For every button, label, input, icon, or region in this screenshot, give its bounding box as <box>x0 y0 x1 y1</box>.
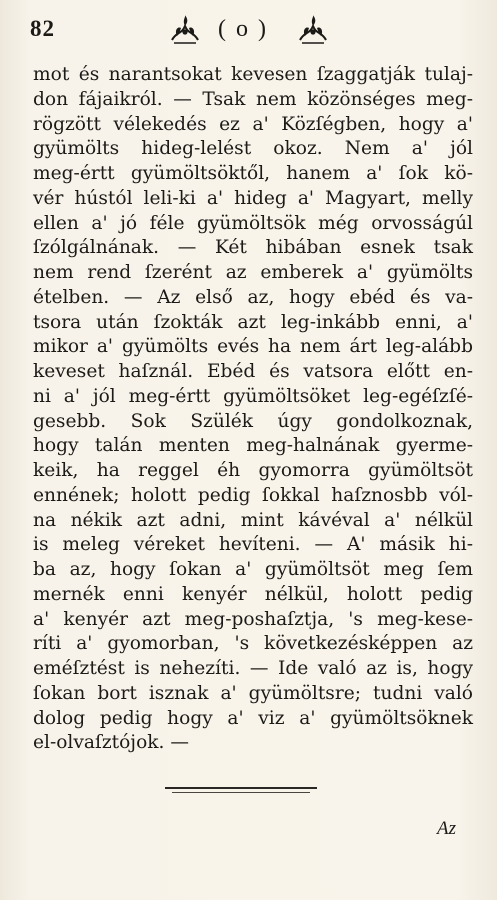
text-line: hogy talán menten meg-halnának gyerme- <box>33 435 473 457</box>
text-line: ba az, hogy ſokan a' gyümöltsöt meg ſem <box>33 559 473 580</box>
text-line: rögzött vélekedés ez a' Közſégben, hogy a' <box>33 113 473 135</box>
catchword: Az <box>437 818 456 839</box>
text-line-last: el-olvaſztójok. — <box>33 732 189 754</box>
page-number: 82 <box>30 16 55 41</box>
text-line: a' kenyér azt meg-poshaſztja, 's meg-kese- <box>33 608 473 630</box>
text-line: meg-értt gyümöltsöktől, hanem a' ſok kö- <box>33 163 473 184</box>
text-line: tsora után ſzokták azt leg-inkább enni, a' <box>33 311 473 333</box>
text-line: keik, ha reggel éh gyomorra gyümöltsöt <box>33 460 473 481</box>
text-line: don fájaikról. — Tsak nem közönséges meg- <box>33 88 473 110</box>
text-line: gesebb. Sok Szülék úgy gondolkoznak, <box>33 410 473 432</box>
text-line: mikor a' gyümölts evés ha nem árt leg-alább <box>33 336 473 358</box>
text-line: mot és narantsokat kevesen ſzaggatják tulaj- <box>33 64 473 85</box>
text-line: vér hústól leli-ki a' hideg a' Magyart, melly <box>33 187 473 209</box>
text-line: ételben. — Az első az, hogy ebéd és va- <box>33 286 473 308</box>
page-header <box>0 10 497 50</box>
section-divider-thin <box>172 792 310 793</box>
floral-ornament-icon <box>296 14 330 46</box>
text-line: ni a' jól meg-értt gyümöltsöket leg-egéſzſé- <box>33 385 473 407</box>
text-line: dolog pedig hogy a' viz a' gyümöltsöknek <box>33 707 473 729</box>
text-line: nem rend ſzerént az emberek a' gyümölts <box>33 262 473 283</box>
text-line: gyümölts hideg-lelést okoz. Nem a' jól <box>33 138 473 160</box>
header-center-glyph: ( o ) <box>218 16 268 42</box>
text-line: ennének; holott pedig ſokkal haſznosbb vól- <box>33 484 473 506</box>
text-line: is meleg véreket hevíteni. — A' másik hi- <box>33 534 473 556</box>
text-line: ríti a' gyomorban, 's következésképpen az <box>33 633 473 655</box>
text-line: ellen a' jó féle gyümöltsök még orvosságúl <box>33 212 473 234</box>
section-divider <box>165 787 317 789</box>
text-line: eméſztést is nehezíti. — Ide való az is, hogy <box>33 658 473 679</box>
text-line: keveset haſznál. Ebéd és vatsora előtt en- <box>33 361 473 382</box>
body-text <box>33 63 473 756</box>
text-line: ſzólgálnának. — Két hibában esnek tsak <box>33 237 473 259</box>
text-line: na nékik azt adni, mint kávéval a' nélkül <box>33 509 473 531</box>
text-line: ſokan bort isznak a' gyümöltsre; tudni való <box>33 682 473 704</box>
floral-ornament-icon <box>168 14 202 46</box>
text-line: mernék enni kenyér nélkül, holott pedig <box>33 583 473 605</box>
